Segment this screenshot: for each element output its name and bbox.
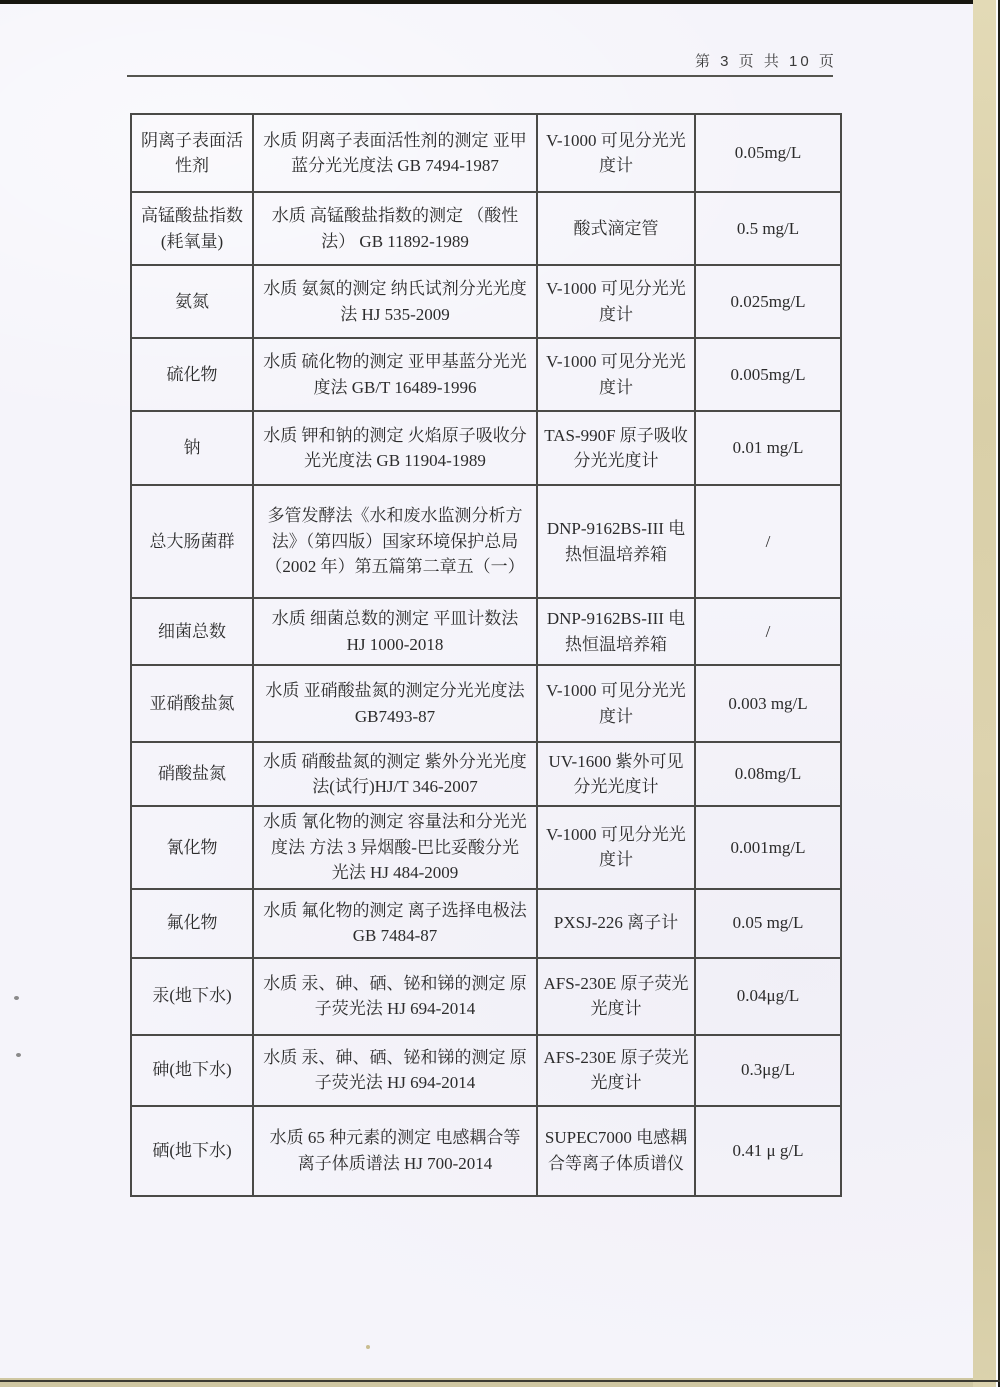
detection-limit-cell: 0.001mg/L <box>695 806 841 889</box>
instrument-cell: V-1000 可见分光光度计 <box>537 806 695 889</box>
test-methods-table <box>130 113 842 1197</box>
table-row <box>131 338 841 411</box>
instrument-cell: UV-1600 紫外可见分光光度计 <box>537 742 695 806</box>
detection-limit-cell: 0.3μg/L <box>695 1035 841 1106</box>
parameter-cell: 硫化物 <box>131 338 253 411</box>
detection-limit-cell: 0.003 mg/L <box>695 665 841 742</box>
parameter-cell: 氰化物 <box>131 806 253 889</box>
instrument-cell: 酸式滴定管 <box>537 192 695 265</box>
scan-speckle <box>14 996 19 1000</box>
table-row <box>131 665 841 742</box>
detection-limit-cell: 0.005mg/L <box>695 338 841 411</box>
parameter-cell: 砷(地下水) <box>131 1035 253 1106</box>
detection-limit-cell: / <box>695 485 841 598</box>
method-standard-cell: 水质 65 种元素的测定 电感耦合等离子体质谱法 HJ 700-2014 <box>253 1106 537 1196</box>
instrument-cell: AFS-230E 原子荧光光度计 <box>537 1035 695 1106</box>
detection-limit-cell: 0.41 μ g/L <box>695 1106 841 1196</box>
instrument-cell: V-1000 可见分光光度计 <box>537 114 695 192</box>
method-standard-cell: 水质 氟化物的测定 离子选择电极法 GB 7484-87 <box>253 889 537 958</box>
method-standard-cell: 水质 高锰酸盐指数的测定 （酸性法） GB 11892-1989 <box>253 192 537 265</box>
parameter-cell: 阴离子表面活性剂 <box>131 114 253 192</box>
instrument-cell: V-1000 可见分光光度计 <box>537 665 695 742</box>
method-standard-cell: 水质 细菌总数的测定 平皿计数法 HJ 1000-2018 <box>253 598 537 665</box>
method-standard-cell: 水质 阴离子表面活性剂的测定 亚甲蓝分光光度法 GB 7494-1987 <box>253 114 537 192</box>
method-standard-cell: 水质 钾和钠的测定 火焰原子吸收分光光度法 GB 11904-1989 <box>253 411 537 485</box>
detection-limit-cell: 0.5 mg/L <box>695 192 841 265</box>
detection-limit-cell: 0.05mg/L <box>695 114 841 192</box>
table-row <box>131 411 841 485</box>
detection-limit-cell: / <box>695 598 841 665</box>
method-standard-cell: 水质 硫化物的测定 亚甲基蓝分光光度法 GB/T 16489-1996 <box>253 338 537 411</box>
scan-speckle <box>16 1053 21 1057</box>
instrument-cell: AFS-230E 原子荧光光度计 <box>537 958 695 1035</box>
method-standard-cell: 水质 氰化物的测定 容量法和分光光度法 方法 3 异烟酸-巴比妥酸分光光法 HJ 484-2009 <box>253 806 537 889</box>
parameter-cell: 汞(地下水) <box>131 958 253 1035</box>
instrument-cell: TAS-990F 原子吸收分光光度计 <box>537 411 695 485</box>
table-row <box>131 114 841 192</box>
method-standard-cell: 水质 氨氮的测定 纳氏试剂分光光度法 HJ 535-2009 <box>253 265 537 338</box>
instrument-cell: SUPEC7000 电感耦合等离子体质谱仪 <box>537 1106 695 1196</box>
page-number-header: 第 3 页 共 10 页 <box>695 53 837 70</box>
detection-limit-cell: 0.025mg/L <box>695 265 841 338</box>
parameter-cell: 氟化物 <box>131 889 253 958</box>
detection-limit-cell: 0.01 mg/L <box>695 411 841 485</box>
parameter-cell: 钠 <box>131 411 253 485</box>
table-row <box>131 598 841 665</box>
table-row <box>131 192 841 265</box>
table-row <box>131 889 841 958</box>
scan-edge-right <box>973 0 996 1387</box>
scan-edge-bottom-line <box>0 1380 1000 1382</box>
parameter-cell: 氨氮 <box>131 265 253 338</box>
table-row <box>131 806 841 889</box>
scan-edge-top <box>0 0 1000 4</box>
parameter-cell: 亚硝酸盐氮 <box>131 665 253 742</box>
instrument-cell: DNP-9162BS-III 电热恒温培养箱 <box>537 485 695 598</box>
table-row <box>131 1035 841 1106</box>
detection-limit-cell: 0.08mg/L <box>695 742 841 806</box>
table-row <box>131 958 841 1035</box>
method-standard-cell: 水质 汞、砷、硒、铋和锑的测定 原子荧光法 HJ 694-2014 <box>253 1035 537 1106</box>
method-standard-cell: 水质 汞、砷、硒、铋和锑的测定 原子荧光法 HJ 694-2014 <box>253 958 537 1035</box>
parameter-cell: 硒(地下水) <box>131 1106 253 1196</box>
method-standard-cell: 水质 硝酸盐氮的测定 紫外分光光度法(试行)HJ/T 346-2007 <box>253 742 537 806</box>
method-standard-cell: 水质 亚硝酸盐氮的测定分光光度法 GB7493-87 <box>253 665 537 742</box>
table-body <box>131 114 841 1196</box>
header-divider-line <box>127 75 833 77</box>
table-row <box>131 485 841 598</box>
instrument-cell: PXSJ-226 离子计 <box>537 889 695 958</box>
method-standard-cell: 多管发酵法《水和废水监测分析方法》（第四版）国家环境保护总局（2002 年）第五篇第二章五（一） <box>253 485 537 598</box>
table-row <box>131 265 841 338</box>
instrument-cell: V-1000 可见分光光度计 <box>537 265 695 338</box>
parameter-cell: 高锰酸盐指数(耗氧量) <box>131 192 253 265</box>
instrument-cell: V-1000 可见分光光度计 <box>537 338 695 411</box>
scan-speckle <box>366 1345 370 1349</box>
instrument-cell: DNP-9162BS-III 电热恒温培养箱 <box>537 598 695 665</box>
table-row <box>131 1106 841 1196</box>
parameter-cell: 细菌总数 <box>131 598 253 665</box>
parameter-cell: 硝酸盐氮 <box>131 742 253 806</box>
parameter-cell: 总大肠菌群 <box>131 485 253 598</box>
detection-limit-cell: 0.05 mg/L <box>695 889 841 958</box>
detection-limit-cell: 0.04μg/L <box>695 958 841 1035</box>
table-row <box>131 742 841 806</box>
